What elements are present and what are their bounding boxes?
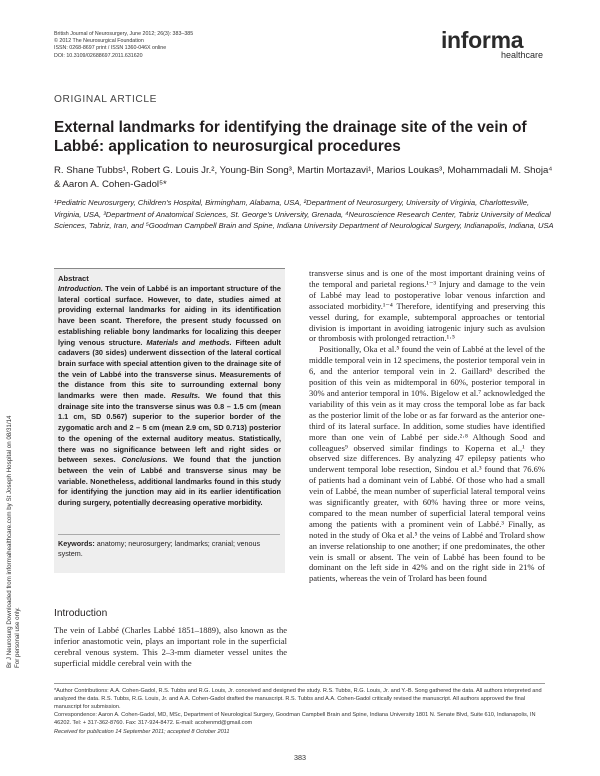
abstract-top-rule xyxy=(54,268,285,269)
keywords xyxy=(58,534,280,559)
article-title: External landmarks for identifying the drainage site of the vein of Labbé: application to neurosurgical procedures xyxy=(54,119,527,155)
journal-doi: DOI: 10.3109/02688697.2011.631620 xyxy=(54,52,143,59)
abstract-body xyxy=(58,284,281,509)
right-paragraph-2: Positionally, Oka et al.⁵ found the vein of Labbé at the level of the middle temporal vein in 12 specimens, the posterior temporal vein in 6, and the anterior temporal vein in 2. Gaillard⁶ described the position of this vein as midtemporal in 60%, posterior temporal in 30% and anterior temporal in 10%. Bigelow et al.⁷ acknowledged the variability of this vein as it may cross the temporal lobe as far back as the posterior limit of the lobe or as far forward as the anterior one-third of its lateral surface. In addition, some studies have identified more than one vein of Labbé per side.²·⁸ Although Sood and colleagues⁹ observed similar findings to Koperna et al.,¹ they observed size differences. By analyzing 47 epilepsy patients who underwent temporal lobe resection, Sindou et al.³ found that 76.6% of patients had a dominant vein of Labbé. Of those who had a small vein of Labbé, the mean number of superficial lateral temporal veins was significantly greater, with 60% having three or more veins, compared to the mean number of superficial lateral temporal veins among the patients with a prominent vein of Labbé.³ Finally, as noted in the study of Oka et al.⁵ the veins of Labbé and Trolard show an inverse relationship to one another; if one predominates, the other vein is small or absent. The vein of Labbé has been found to be dominant on the left side in 42% and on the right side in 21% of patients, whereas the vein of Trolard has been found xyxy=(309,344,545,584)
journal-issn: ISSN: 0268-8697 print / ISSN 1360-046X online xyxy=(54,45,167,52)
abstract-results-text: We found that this drainage site into the transverse sinus was 0.8 – 1.5 cm (mean 1.1 cm, SD 0.567) superior to the superior border of the zygomatic arch and 2 – 5 cm (mean 2.9 cm, SD 0.713) posterior to the opening of the external auditory meatus. Statistically, there was no significance between left and right sides or between sexes. xyxy=(58,391,281,465)
footnote-rule xyxy=(54,683,545,684)
keywords-label: Keywords: xyxy=(58,539,95,548)
abstract-intro-text: The vein of Labbé is an important structure of the lateral cortical surface. However, to date, studies aimed at providing external landmarks for aiding in its identification have been scant. Therefore, the present study focussed on establishing reliable bony landmarks for localizing this deeper lying venous structure. xyxy=(58,284,281,347)
journal-meta xyxy=(54,31,193,60)
affiliations: ¹Pediatric Neurosurgery, Children's Hospital, Birmingham, Alabama, USA, ²Department of Neurosurgery, University of Virginia, Charlottesville, Virginia, USA, ³Department of Anatomical Sciences, St. George's University, Grenada, ⁴Neuroscience Research Center, Tabriz University of Medical Sciences, Tabriz, Iran, and ⁵Goodman Campbell Brain and Spine, Indiana University Department of Neurological Surgery, Indianapolis, Indiana, USA xyxy=(54,198,554,230)
right-column xyxy=(309,268,545,584)
footnotes xyxy=(54,687,545,737)
abstract-conclusions-label: Conclusions. xyxy=(121,455,168,465)
download-watermark xyxy=(2,238,24,668)
right-paragraph-1: transverse sinus and is one of the most important draining veins of the temporal and parietal regions.¹⁻³ Injury and damage to the vein of Labbé may lead to postoperative lobar venous infarction and associated morbidity.¹⁻⁴ Therefore, identifying and preserving this vessel during, for example, subtemporal approaches or tentorial division is important in avoiding iatrogenic injury such as avulsion or thrombosis with prolonged retraction.¹·⁵ xyxy=(309,268,545,344)
abstract-heading: Abstract xyxy=(58,274,89,283)
introduction-text: The vein of Labbé (Charles Labbé 1851–1889), also known as the inferior anastomotic vein, plays an important role in the superficial cerebral venous system. This 2–3-mm diameter vessel unites the superficial middle cerebral vein with the xyxy=(54,625,287,668)
abstract-methods-text: Fifteen adult cadavers (30 sides) underwent dissection of the lateral cortical brain surface with special attention given to the drainage site of the vein of Labbé into the transverse sinus. Measurements of the distance from this site to surrounding external bony landmarks were then made. xyxy=(58,337,281,401)
publisher-logo-sub: healthcare xyxy=(500,50,543,60)
page-number: 383 xyxy=(294,753,306,762)
abstract-methods-label: Materials and methods. xyxy=(146,337,232,347)
publisher-logo xyxy=(441,28,543,60)
author-list: R. Shane Tubbs¹, Robert G. Louis Jr.², Young-Bin Song³, Martin Mortazavi¹, Marios Loukas³, Mohammadali M. Shoja⁴ & Aaron A. Cohen-Gadol⁵* xyxy=(54,165,553,190)
abstract-conclusions-text: We found that the junction between the vein of Labbé and transverse sinus may be variable. Nonetheless, additional landmarks found in this study for identifying the junction may aid in its earlier identification during surgery, potentially decreasing operative morbidity. xyxy=(58,455,281,508)
publisher-logo-name: informa xyxy=(440,27,524,53)
introduction-heading: Introduction xyxy=(54,608,108,619)
journal-citation: British Journal of Neurosurgery, June 2012; 26(3): 383–385 xyxy=(54,31,194,37)
download-watermark-line1: Br J Neurosurg Downloaded from informahealthcare.com by St Joseph Hospital on 08/31/14 xyxy=(6,415,13,668)
abstract-results-label: Results. xyxy=(171,391,200,401)
correspondence: Correspondence: Aaron A. Cohen-Gadol, MD, MSc, Department of Neurological Surgery, Goodman Campbell Brain and Spine, Indiana University 1801 N. Senate Blvd, Suite 610, Indianapolis, IN 46202. Tel: + 317-362-8760. Fax: 317-924-8472. E-mail: acohenmd@gmail.com xyxy=(54,712,536,727)
keywords-text: anatomy; neurosurgery; landmarks; cranial; venous system. xyxy=(58,539,261,558)
received-dates: Received for publication 14 September 2011; accepted 8 October 2011 xyxy=(54,729,230,736)
author-contributions: *Author Contributions: A.A. Cohen-Gadol, R.S. Tubbs and R.G. Louis, Jr. conceived and designed the study. R.S. Tubbs, R.G. Louis, Jr. and Y.-B. Song gathered the data. All authors interpreted and analyzed the data. R.S. Tubbs, R.G. Louis, Jr. and A.A. Cohen-Gadol drafted the manuscript. R.S. Tubbs and A.A. Cohen-Gadol critically revised the manuscript. All authors approved the final manuscript for submission. xyxy=(54,688,542,711)
journal-copyright: © 2012 The Neurosurgical Foundation xyxy=(54,38,144,45)
article-type: ORIGINAL ARTICLE xyxy=(54,94,158,105)
abstract-intro-label: Introduction. xyxy=(58,284,103,293)
download-watermark-line2: For personal use only. xyxy=(14,607,21,668)
abstract-box xyxy=(54,268,285,573)
